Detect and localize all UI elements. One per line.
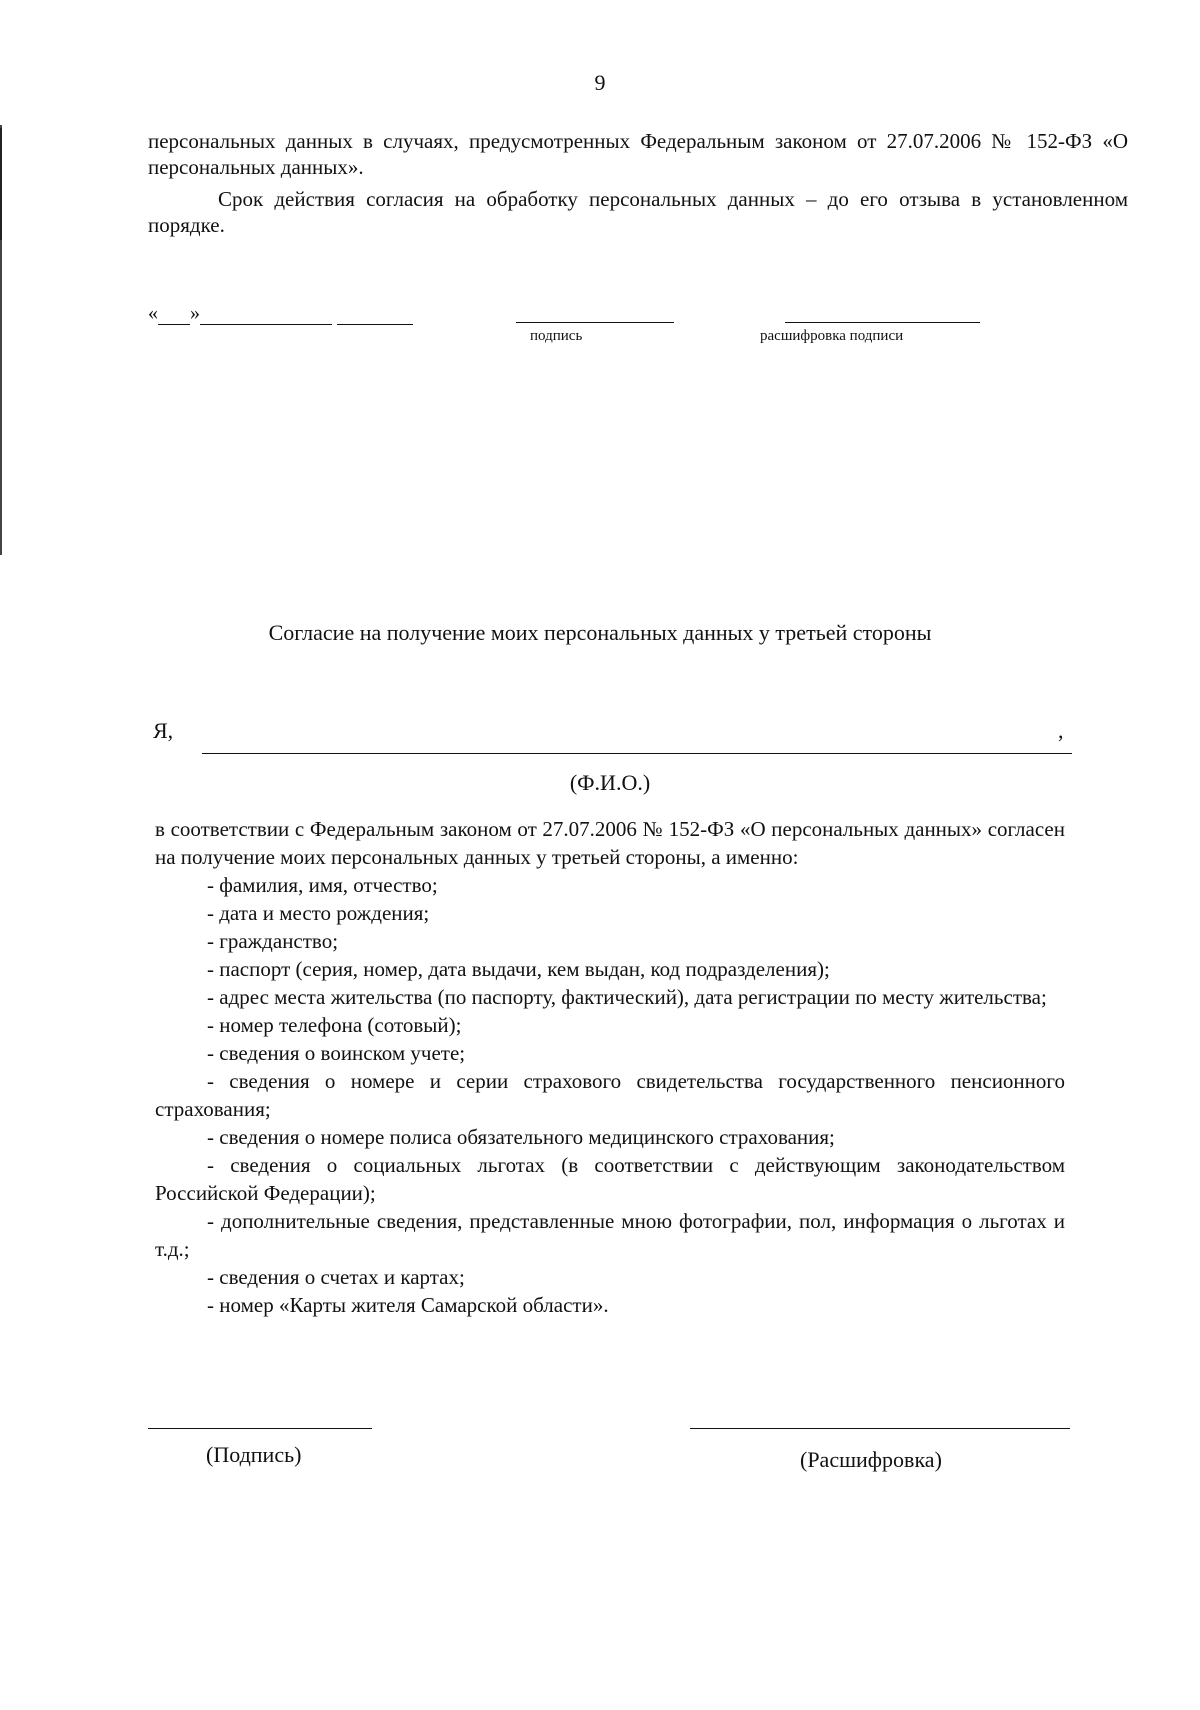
date-year-blank	[337, 304, 413, 325]
consent-item: - сведения о номере и серии страхового свидетельства государственного пенсионного страхования;	[155, 1069, 1065, 1121]
signature-label: подпись	[530, 328, 583, 344]
consent-item: - дата и место рождения;	[207, 901, 430, 925]
signature-line	[516, 322, 674, 323]
consent-preamble: в соответствии с Федеральным законом от 27.07.2006 № 152-ФЗ «О персональных данных» согласен на получение моих персональных данных у третьей стороны, а именно:	[155, 817, 1065, 869]
intro-paragraph-1: персональных данных в случаях, предусмотренных Федеральным законом от 27.07.2006 № 152-ФЗ «О персональных данных».	[148, 129, 1128, 179]
consent-item: - номер телефона (сотовый);	[207, 1013, 462, 1037]
date-field	[148, 302, 413, 325]
consent-item: - фамилия, имя, отчество;	[207, 873, 438, 897]
consent-item: - сведения о социальных льготах (в соответствии с действующим законодательством Российской Федерации);	[155, 1153, 1065, 1205]
consent-item: - дополнительные сведения, представленные мною фотографии, пол, информация о льготах и т.д.;	[155, 1209, 1065, 1261]
fio-line	[202, 753, 1072, 754]
date-month-blank	[200, 304, 332, 325]
date-quote-open: «	[148, 302, 158, 324]
intro-paragraph-2: Срок действия согласия на обработку персональных данных – до его отзыва в установленном порядке.	[148, 187, 1128, 237]
consent-item: - паспорт (серия, номер, дата выдачи, кем выдан, код подразделения);	[207, 957, 830, 981]
consent-item: - гражданство;	[207, 929, 339, 953]
consent-title: Согласие на получение моих персональных данных у третьей стороны	[268, 620, 932, 645]
decryption-line	[785, 322, 980, 323]
consent-item: - сведения о счетах и картах;	[207, 1265, 465, 1289]
consent-item: - адрес места жительства (по паспорту, фактический), дата регистрации по месту жительства;	[207, 985, 1047, 1009]
decryption-label: расшифровка подписи	[760, 328, 904, 344]
footer-signature-line	[148, 1428, 372, 1429]
footer-decryption-label: (Расшифровка)	[800, 1447, 942, 1472]
consent-item: - сведения о воинском учете;	[207, 1041, 466, 1065]
consent-item: - сведения о номере полиса обязательного медицинского страхования;	[207, 1125, 835, 1149]
page-number: 9	[594, 70, 606, 95]
ya-label: Я,	[153, 718, 174, 743]
consent-body	[155, 815, 1065, 1319]
footer-signature-label: (Подпись)	[206, 1442, 302, 1467]
footer-decryption-line	[690, 1428, 1070, 1429]
date-quote-close: »	[190, 302, 200, 324]
date-day-blank	[158, 304, 190, 325]
scan-edge-shadow-dark	[0, 128, 2, 240]
fio-comma: ,	[1058, 718, 1064, 743]
fio-label: (Ф.И.О.)	[569, 770, 651, 795]
consent-item: - номер «Карты жителя Самарской области».	[207, 1293, 609, 1317]
